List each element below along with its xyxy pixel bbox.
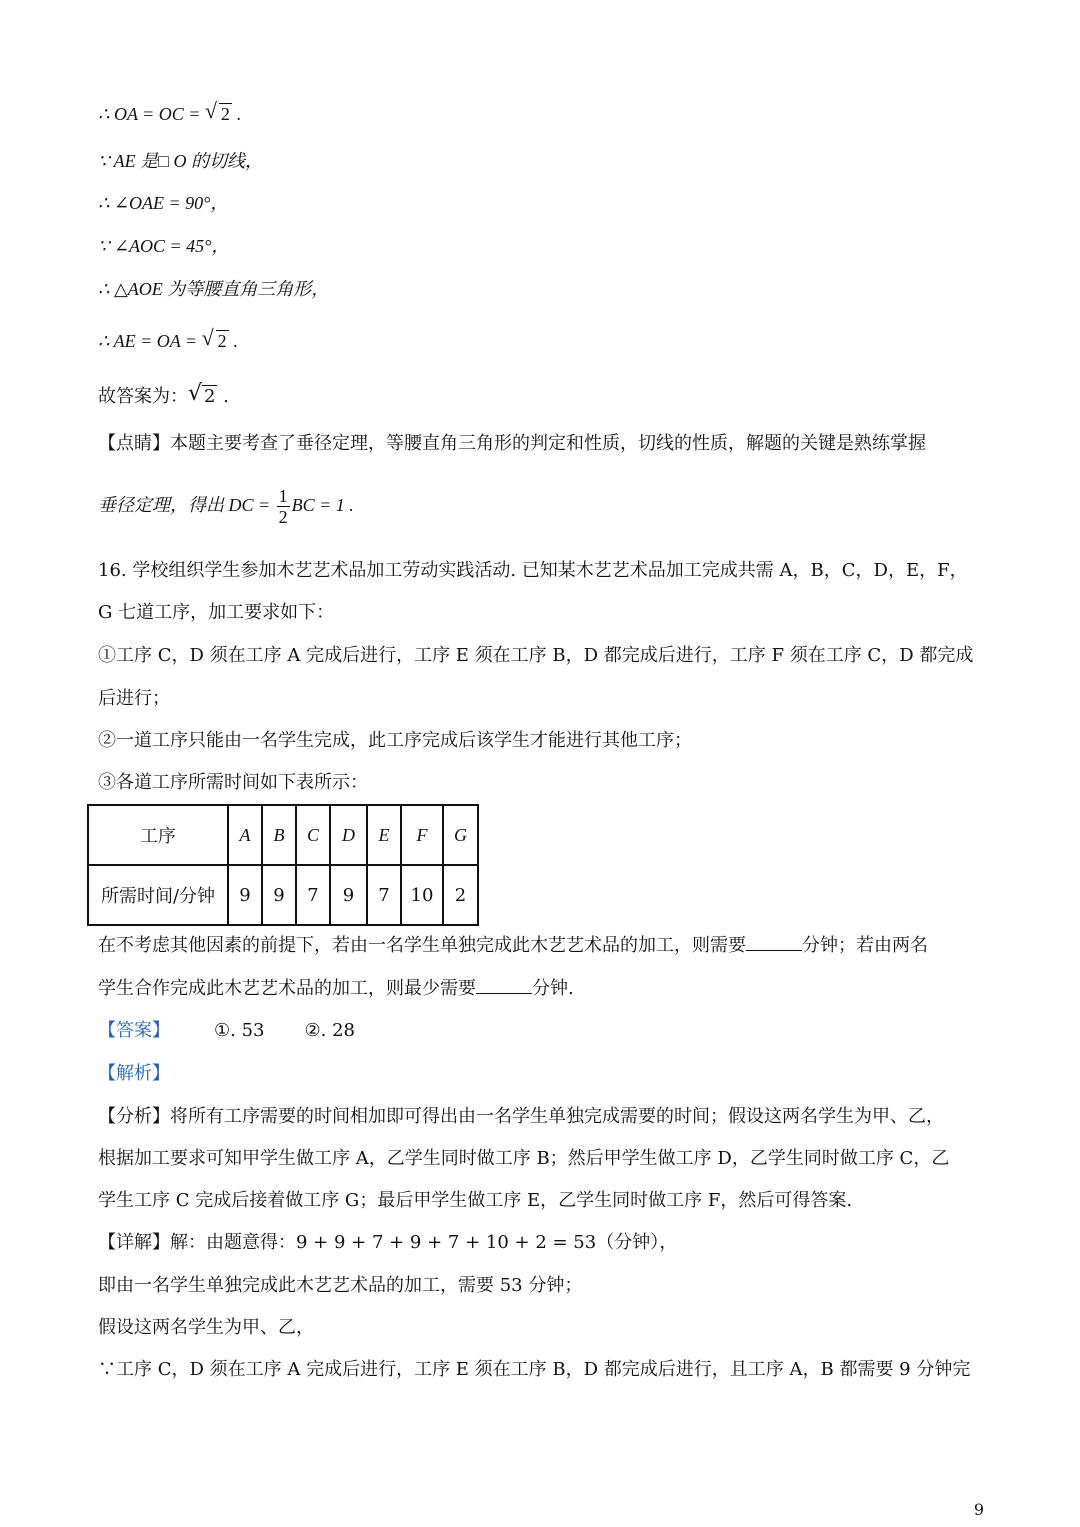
table-cell: 10 (401, 865, 443, 925)
question-16-line-1: 16. 学校组织学生参加木艺艺术品加工劳动实践活动. 已知某木艺艺术品加工完成共需 A，B，C，D，E，F， (98, 560, 968, 581)
requirement-1-cont: 后进行； (98, 688, 170, 709)
requirement-1: ①工序 C，D 须在工序 A 完成后进行，工序 E 须在工序 B，D 都完成后进行，工序 F 须在工序 C，D 都完成 (98, 645, 974, 666)
answer-line (98, 1017, 355, 1045)
detail-line-3: 假设这两名学生为甲、乙， (98, 1317, 314, 1338)
table-cell: D (330, 805, 367, 865)
table-cell: 7 (296, 865, 330, 925)
table-cell: 所需时间/分钟 (88, 865, 228, 925)
question-16-line-2: G 七道工序，加工要求如下： (98, 602, 335, 623)
question-blank-1: 在不考虑其他因素的前提下，若由一名学生单独完成此木艺艺术品的加工，则需要 分钟；若由两名 (98, 932, 928, 960)
answer-blank (746, 932, 802, 951)
sqrt: √ 2 (188, 381, 216, 407)
line-oa-oc: ∴ OA = OC = √ 2 . (98, 100, 241, 128)
answer-2: ②. 28 (304, 1020, 355, 1041)
question-blank-2: 学生合作完成此木艺艺术品的加工，则最少需要 分钟. (98, 975, 574, 1003)
analysis-label: 【解析】 (98, 1063, 170, 1084)
text: ∴ OA = OC = (98, 104, 205, 124)
analysis-line-2: 根据加工要求可知甲学生做工序 A，乙学生同时做工序 B；然后甲学生做工序 D，乙学生同时做工序 C，乙 (98, 1148, 950, 1169)
requirement-2: ②一道工序只能由一名学生完成，此工序完成后该学生才能进行其他工序； (98, 730, 692, 751)
dianjing-line: 【点睛】本题主要考查了垂径定理，等腰直角三角形的判定和性质，切线的性质，解题的关键是熟练掌握 (98, 433, 926, 454)
table-row (88, 865, 478, 925)
answer-1: ①. 53 (214, 1020, 265, 1041)
table-cell: 2 (443, 865, 478, 925)
answer-label: 【答案】 (98, 1020, 170, 1041)
detail-line-1: 【详解】解：由题意得：9 + 9 + 7 + 9 + 7 + 10 + 2 = 53（分钟）， (98, 1232, 678, 1253)
analysis-line-1: 【分析】将所有工序需要的时间相加即可得出由一名学生单独完成需要的时间；假设这两名学生为甲、乙， (98, 1106, 944, 1127)
sqrt: √ 2 (204, 98, 230, 124)
line-triangle: ∴ △AOE 为等腰直角三角形， (98, 279, 330, 299)
table-cell: 工序 (88, 805, 228, 865)
line-answer-sqrt2: 故答案为： √ 2 . (98, 383, 229, 411)
table-cell: E (367, 805, 401, 865)
table-cell: A (228, 805, 262, 865)
circle-symbol: □ (158, 151, 169, 171)
line-angle-oae: ∴ ∠OAE = 90°， (98, 193, 229, 213)
table-header-row (88, 805, 478, 865)
analysis-line-3: 学生工序 C 完成后接着做工序 G；最后甲学生做工序 E，乙学生同时做工序 F，然后可得答案. (98, 1190, 853, 1211)
table-cell: 7 (367, 865, 401, 925)
detail-line-2: 即由一名学生单独完成此木艺艺术品的加工，需要 53 分钟； (98, 1275, 583, 1296)
line-tangent: ∵ AE 是□ O 的切线， (98, 151, 263, 171)
page-number: 9 (973, 1500, 984, 1519)
table-cell: F (401, 805, 443, 865)
detail-line-4: ∵工序 C，D 须在工序 A 完成后进行，工序 E 须在工序 B，D 都完成后进行，且工序 A，B 都需要 9 分钟完 (98, 1359, 971, 1380)
table-cell: 9 (228, 865, 262, 925)
table-cell: 9 (262, 865, 296, 925)
sqrt: √ 2 (201, 325, 227, 351)
table-cell: B (262, 805, 296, 865)
dianjing-line-2: 垂径定理，得出 DC = $\frac{1}{2}$ BC = 1 . (98, 485, 354, 527)
process-time-table (87, 804, 479, 926)
table-cell: C (296, 805, 330, 865)
answer-blank (476, 975, 532, 994)
fraction: $\frac{1}{2}$ (278, 485, 288, 527)
requirement-3: ③各道工序所需时间如下表所示： (98, 772, 368, 793)
line-angle-aoc: ∵ ∠AOC = 45°， (98, 236, 230, 256)
table-cell: G (443, 805, 478, 865)
table-cell: 9 (330, 865, 367, 925)
line-ae-oa: ∴ AE = OA = √ 2 . (98, 327, 238, 355)
